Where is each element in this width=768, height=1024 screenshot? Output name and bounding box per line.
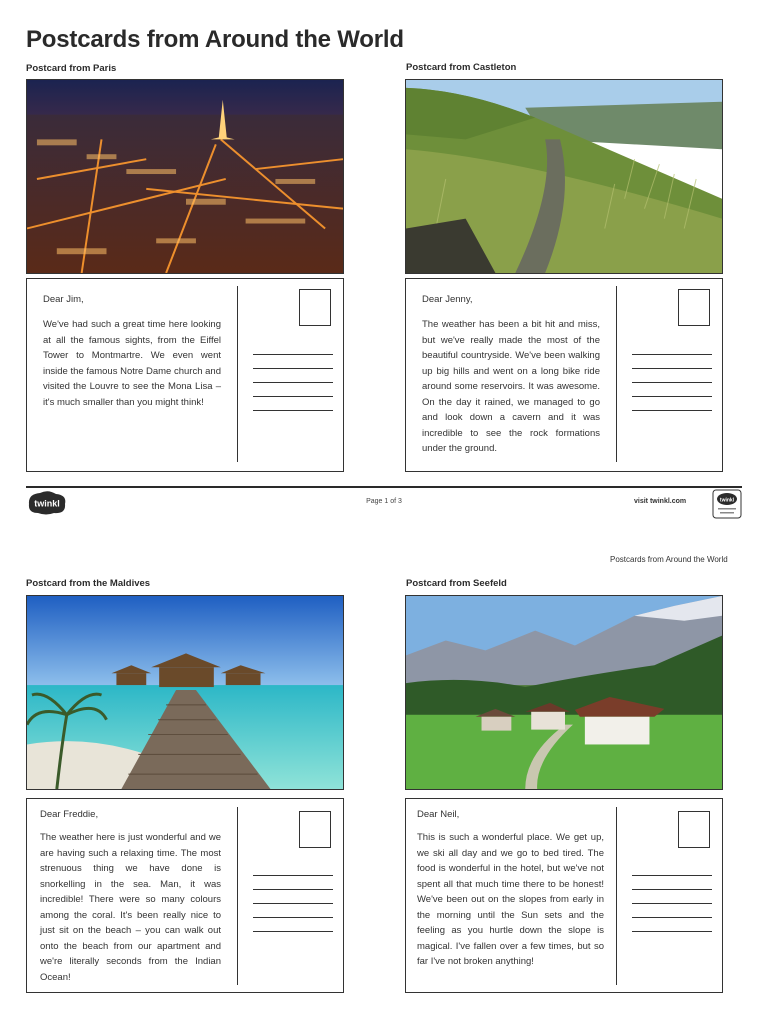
postcard-heading-castleton: Postcard from Castleton	[406, 62, 517, 73]
quality-standard-badge-icon	[712, 489, 742, 519]
postcard-heading-seefeld: Postcard from Seefeld	[406, 578, 507, 589]
postcard-heading-maldives: Postcard from the Maldives	[26, 578, 151, 589]
stamp-box	[299, 811, 331, 848]
address-line	[632, 875, 712, 876]
postcard-back-maldives	[26, 798, 344, 993]
postcard-greeting: Dear Jim,	[43, 294, 84, 305]
address-line	[253, 889, 333, 890]
address-line	[632, 410, 712, 411]
footer-rule	[26, 486, 742, 488]
postcard-greeting: Dear Freddie,	[40, 809, 99, 820]
address-line	[632, 889, 712, 890]
postcard-divider	[237, 807, 238, 985]
visit-link[interactable]: visit twinkl.com	[634, 498, 687, 505]
running-title: Postcards from Around the World	[610, 555, 728, 564]
postcard-message: This is such a wonderful place. We get up, we ski all day and we go to bed tired. The food is wonderful in the hotel, but we've not spent all that much time there to be honest! We've been out on the slopes from early in the morning until the Sun sets and the feeling as you hurtle down the slope is magical. I've fallen over a few times, but so far I've not broken anything!	[417, 832, 604, 967]
address-line	[632, 368, 712, 369]
postcard-divider	[616, 807, 617, 985]
postcard-divider	[616, 286, 617, 462]
postcard-greeting: Dear Jenny,	[422, 294, 473, 305]
address-line	[632, 903, 712, 904]
address-line	[253, 917, 333, 918]
address-line	[632, 931, 712, 932]
page-title: Postcards from Around the World	[26, 26, 404, 53]
address-line	[632, 382, 712, 383]
address-line	[253, 382, 333, 383]
address-line	[253, 396, 333, 397]
photo-seefeld	[405, 595, 723, 790]
postcard-heading-paris: Postcard from Paris	[26, 63, 117, 74]
postcard-message: The weather has been a bit hit and miss, but we've really made the most of the beautiful countryside. We've been walking up big hills and went on a long bike ride around some reservoirs. It was awesome. On the day it rained, we managed to go and look down a cavern and it was incredible to see the rock formations under the ground.	[422, 319, 600, 454]
stamp-box	[678, 289, 710, 326]
postcard-back-castleton	[405, 278, 723, 472]
address-line	[253, 931, 333, 932]
address-line	[253, 354, 333, 355]
postcard-back-seefeld	[405, 798, 723, 993]
postcard-back-paris	[26, 278, 344, 472]
address-line	[253, 903, 333, 904]
photo-paris	[26, 79, 344, 274]
postcard-greeting: Dear Neil,	[417, 809, 460, 820]
postcard-divider	[237, 286, 238, 462]
photo-castleton	[405, 79, 723, 274]
postcard-message: We've had such a great time here looking at all the famous sights, from the Eiffel Tower to Montmartre. We even went inside the famous Notre Dame church and visited the Louvre to see the Mona Lisa – it's much smaller than you might think!	[43, 319, 221, 408]
address-line	[253, 368, 333, 369]
address-line	[253, 410, 333, 411]
photo-maldives	[26, 595, 344, 790]
page-number: Page 1 of 3	[366, 498, 402, 505]
stamp-box	[678, 811, 710, 848]
stamp-box	[299, 289, 331, 326]
address-line	[632, 917, 712, 918]
address-line	[632, 354, 712, 355]
postcard-message: The weather here is just wonderful and we are having such a relaxing time. The most strenuous thing we have done is snorkelling in the sea. Man, it was incredible! There were so many colours among the coral. It's been really nice to just sit on the beach – you can walk out onto the beach from our apartment and we're literally seconds from the Indian Ocean!	[40, 832, 221, 983]
badge-text: twinkl	[719, 497, 735, 504]
logo-text: twinkl	[34, 498, 60, 509]
address-line	[632, 396, 712, 397]
address-line	[253, 875, 333, 876]
